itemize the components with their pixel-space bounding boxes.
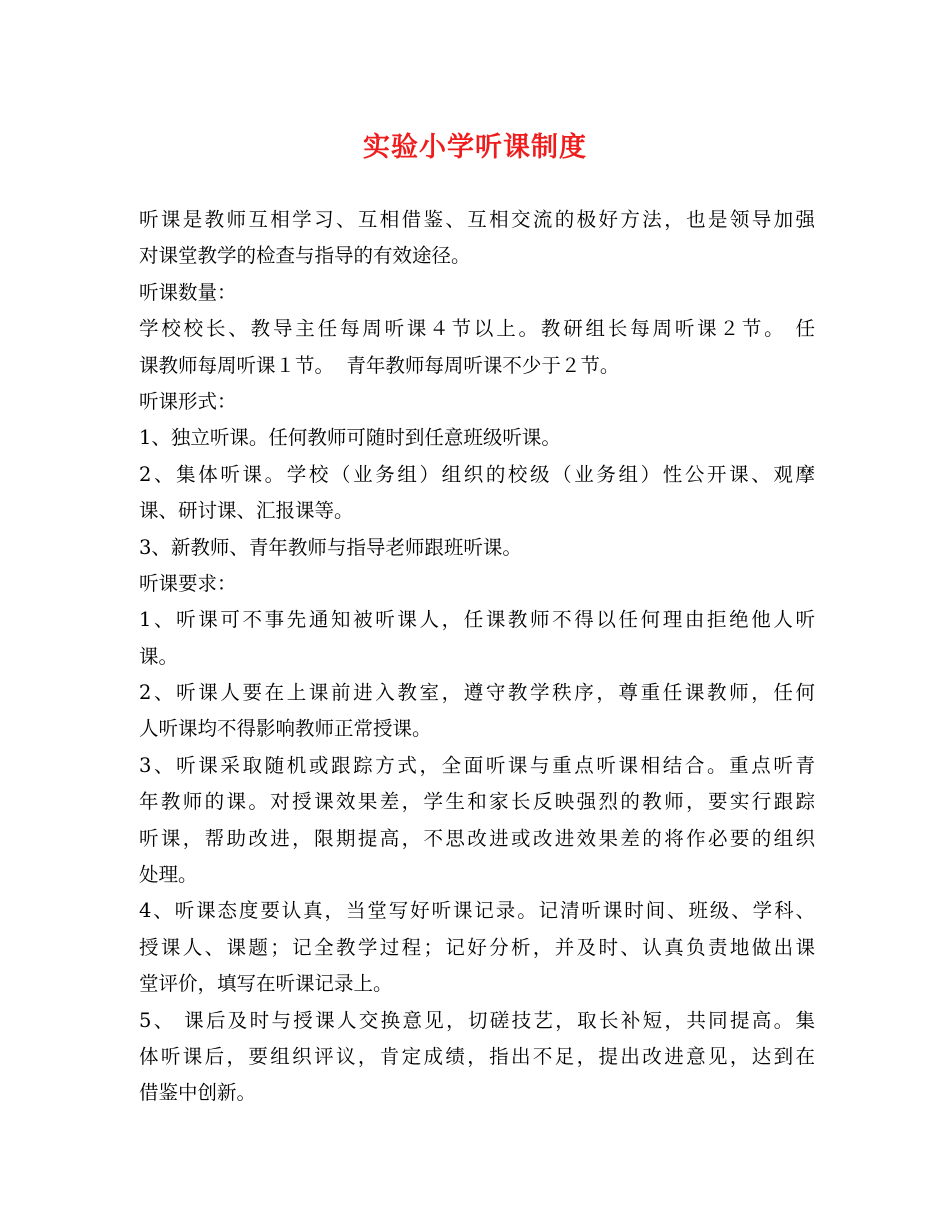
body-line: 听课，帮助改进，限期提高，不思改进或改进效果差的将作必要的组织 (139, 826, 815, 850)
document-body (139, 202, 815, 1112)
list-item: 5、 课后及时与授课人交换意见，切磋技艺，取长补短，共同提高。集 (139, 1008, 815, 1032)
body-line: 授课人、课题；记全教学过程；记好分析，并及时、认真负责地做出课 (139, 935, 815, 959)
body-line: 听课是教师互相学习、互相借鉴、互相交流的极好方法，也是领导加强 (139, 208, 815, 231)
body-line: 体听课后，要组织评议，肯定成绩，指出不足，提出改进意见，达到在 (139, 1044, 815, 1068)
list-item: 4、听课态度要认真，当堂写好听课记录。记清听课时间、班级、学科、 (139, 899, 815, 923)
list-item: 3、听课采取随机或跟踪方式，全面听课与重点听课相结合。重点听青 (139, 753, 815, 777)
body-line: 课。 (139, 644, 179, 668)
body-line: 课教师每周听课１节。 青年教师每周听课不少于２节。 (139, 353, 620, 377)
body-line: 借鉴中创新。 (139, 1081, 257, 1105)
body-line: 人听课均不得影响教师正常授课。 (139, 717, 432, 741)
body-line: 堂评价，填写在听课记录上。 (139, 972, 393, 996)
list-item: 2、听课人要在上课前进入教室，遵守教学秩序，尊重任课教师，任何 (139, 681, 815, 705)
body-line: 处理。 (139, 863, 198, 887)
body-line: 对课堂教学的检查与指导的有效途径。 (139, 244, 471, 268)
body-line: 学校校长、教导主任每周听课４节以上。教研组长每周听课２节。 任 (139, 317, 815, 341)
section-heading-quantity: 听课数量： (139, 280, 237, 304)
body-line: 课、研讨课、汇报课等。 (139, 499, 354, 523)
section-heading-form: 听课形式： (139, 389, 237, 413)
list-item: 1、独立听课。任何教师可随时到任意班级听课。 (139, 426, 561, 450)
document-title: 实验小学听课制度 (363, 132, 587, 163)
list-item: 2、集体听课。学校（业务组）组织的校级（业务组）性公开课、观摩 (139, 462, 815, 486)
list-item: 3、新教师、青年教师与指导老师跟班听课。 (139, 535, 522, 559)
list-item: 1、听课可不事先通知被听课人，任课教师不得以任何理由拒绝他人听 (139, 608, 815, 632)
section-heading-requirements: 听课要求： (139, 571, 237, 595)
body-line: 年教师的课。对授课效果差，学生和家长反映强烈的教师，要实行跟踪 (139, 790, 815, 814)
